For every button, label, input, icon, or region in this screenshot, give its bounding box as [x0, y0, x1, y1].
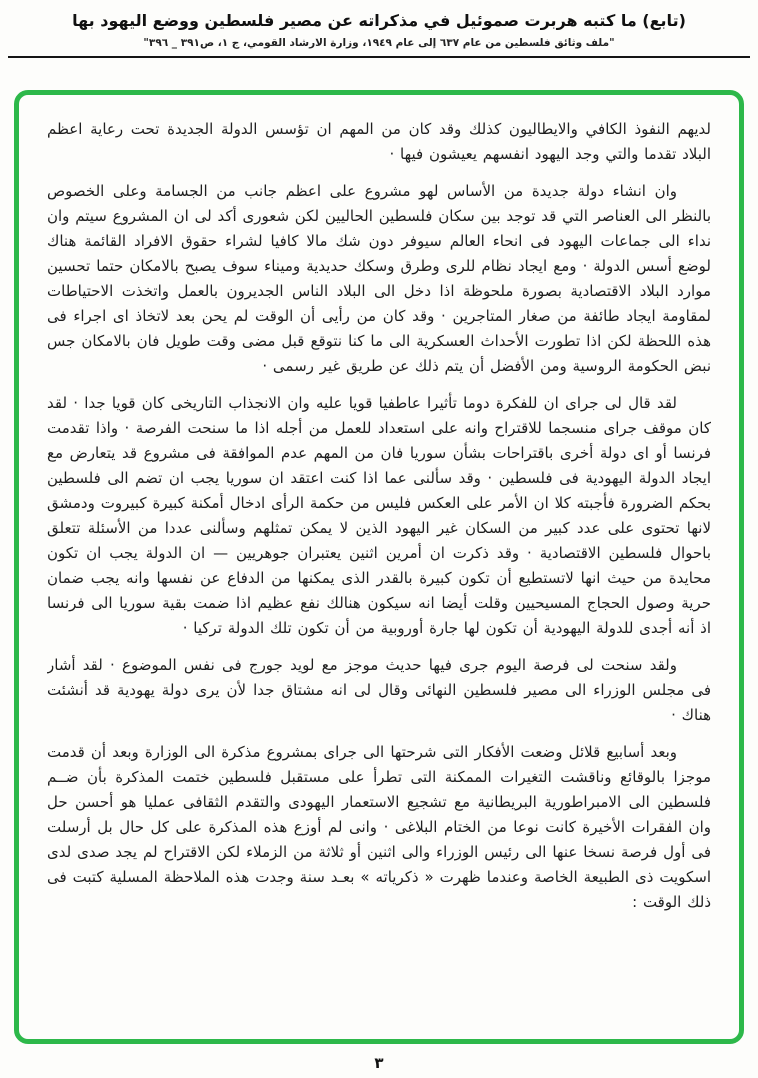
body-paragraph: ولقد سنحت لى فرصة اليوم جرى فيها حديث موجز مع لويد جورج فى نفس الموضوع · لقد أشار فى مجلس الوزراء الى مصير فلسطين النهائى وقال لى انه مشتاق جدا لأن يرى دولة يهودية قد أنشئت هناك ·	[47, 656, 711, 724]
body-paragraph: لديهم النفوذ الكافي والايطاليون كذلك وقد كان من المهم ان تؤسس الدولة الجديدة تحت رعاية اعظم البلاد تقدما والتي وجد اليهود انفسهم يعيشون فيها ·	[47, 120, 711, 163]
body-paragraph: لقد قال لى جراى ان للفكرة دوما تأثيرا عاطفيا قويا عليه وان الانجذاب التاريخى كان قويا جدا · لقد كان موقف جراى منسجما للاقتراح وانه على استعداد للعمل من أجله اذا ما سنحت الفرصة · واذا تقدمت فرنسا أو اى دولة أخرى باقتراحات بشأن سوريا فان من المهم عدم الموافقة فى مشروع قد يتعارض مع ايجاد الدولة اليهودية فى فلسطين · وقد سألنى عما اذا كنت اعتقد ان سوريا يجب ان تضم الى فلسطين بحكم الضرورة فأجبته كلا ان الأمر على العكس فليس من حكمة الرأى ادخال أمكنة كبيرة كبيروت ودمشق لانها تحتوى على عدد كبير من السكان غير اليهود الذين لا يمكن تمثلهم وسألنى عددا من الأسئلة تتعلق باحوال فلسطين الاقتصادية · وقد ذكرت ان أمرين اثنين يعتبران جوهريين — ان الدولة يجب ان تكون محايدة من حيث انها لاتستطيع أن تكون كبيرة بالقدر الذى يمكنها من الدفاع عن نفسها وانه يجب ضمان حرية وصول الحجاج المسيحيين وقلت أيضا انه سيكون هنالك نفع عظيم اذا ضمت بقية سوريا الى فرنسا اذ أنه أجدى للدولة اليهودية أن تكون لها جارة أوروبية من أن تكون تلك الدولة تركيا ·	[47, 394, 711, 637]
document-title: (تابع) ما كتبه هربرت صموئيل في مذكراته عن مصير فلسطين ووضع اليهود بها	[72, 11, 686, 30]
green-text-frame	[14, 90, 744, 1044]
document-source-citation: "ملف وثائق فلسطين من عام ٦٣٧ إلى عام ١٩٤٩، وزارة الارشاد القومي، ج ١، ص٣٩١ _ ٣٩٦"	[143, 37, 615, 50]
page-number: ٣	[374, 1054, 384, 1072]
body-paragraph: وان انشاء دولة جديدة من الأساس لهو مشروع على اعظم جانب من الجسامة وعلى الخصوص بالنظر الى العناصر التي قد توجد بين سكان فلسطين الحاليين لكن شعورى أكد لى ان المشروع سيتم وان نداء الى جماعات اليهود فى انحاء العالم سيوفر دون شك مالا كافيا لشراء حقوق الافراد القائمة هناك لوضع أسس الدولة · ومع ايجاد نظام للرى وطرق وسكك حديدية وميناء سوف يصبح بالامكان حتما تحسين موارد البلاد الاقتصادية بصورة ملحوظة اذا دخل الى البلاد الناس الجديرون بالعمل واتخذت الاحتياطات لمقاومة ايجاد طائفة من صغار المتاجرين · وقد كان من رأيى أن الوقت لم يحن بعد لاتخاذ اى اجراء فى هذه اللحظة لكن اذا تطورت الأحداث العسكرية الى ما كنا نتوقع قبل مضى وقت طويل فان بالامكان جس نبض الحكومة الروسية ومن الأفضل أن يتم ذلك عن طريق غير رسمى ·	[47, 182, 711, 375]
page-header	[0, 0, 758, 58]
header-divider-rule	[8, 56, 750, 58]
body-paragraph: وبعد أسابيع قلائل وضعت الأفكار التى شرحتها الى جراى بمشروع مذكرة الى الوزارة وبعد أن قدمت موجزا بالوقائع وناقشت التغيرات الممكنة التى تطرأ على مستقبل فلسطين ختمت المذكرة بأن ضــم فلسطين الى الامبراطورية البريطانية مع تشجيع الاستعمار اليهودى والتقدم الثقافى عمليا هو أحسن حل وان الفقرات الأخيرة كانت نوعا من الختام البلاغى · وانى لم أوزع هذه المذكرة على كل حال بل أرسلت فى أول فرصة نسخا عنها الى رئيس الوزراء والى اثنين أو ثلاثة من الزملاء لكن الاقتراح لم يجد صدى لدى اسكويت ذى الطبيعة الخاصة وعندما ظهرت « ذكرياته » بعـد سنة وجدت هذه الملاحظة المسلية كتبت فى ذلك الوقت :	[47, 743, 711, 911]
document-body	[47, 117, 711, 1029]
